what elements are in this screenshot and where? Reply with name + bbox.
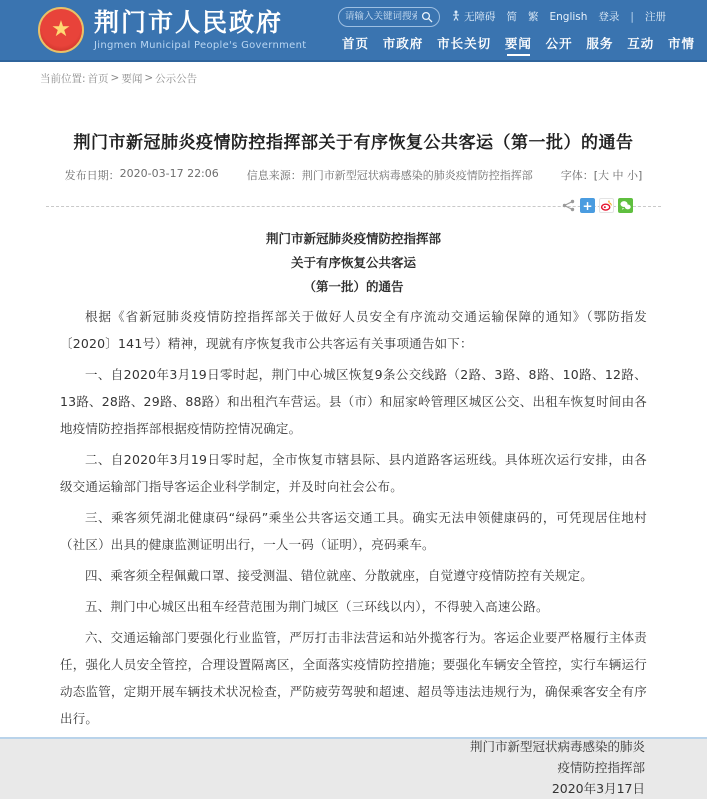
paragraph-item-4: 四、乘客须全程佩戴口罩、接受测温、错位就座、分散就座，自觉遵守疫情防控有关规定。	[85, 568, 594, 583]
paragraph-item-1: 一、自2020年3月19日零时起，荆门中心城区恢复9条公交线路（2路、3路、8路、10路、12路、13路、28路、29路、88路）和出租汽车营运。县（市）和屈家岭管理区城区公交、出租车恢复时间由各地疫情防控指挥部根据疫情防控情况确定。	[60, 367, 647, 436]
nav-item-open-info[interactable]: 公开	[545, 35, 573, 51]
info-source-label: 信息来源：	[246, 169, 302, 182]
weibo-share-icon[interactable]	[599, 198, 614, 213]
nav-item-interaction[interactable]: 互动	[627, 35, 655, 51]
search-icon[interactable]	[421, 11, 433, 23]
breadcrumb	[0, 62, 707, 86]
paragraph-item-5: 五、荆门中心城区出租车经营范围为荆门城区（三环线以内），不得驶入高速公路。	[85, 599, 549, 614]
register-link[interactable]: 注册	[644, 11, 666, 23]
document-heading-line: （第一批）的通告	[303, 279, 404, 294]
font-size-label: 字体：	[560, 169, 594, 182]
article-body	[60, 303, 647, 732]
document-heading-line: 荆门市新冠肺炎疫情防控指挥部	[265, 231, 441, 246]
share-icon[interactable]	[561, 198, 576, 213]
font-size-control[interactable]	[561, 167, 643, 183]
nav-item-news[interactable]: 要闻	[505, 34, 532, 56]
header-right	[338, 5, 699, 56]
nav-item-city-government[interactable]: 市政府	[382, 35, 424, 51]
login-link[interactable]: 登录	[598, 11, 620, 23]
nav-item-city-profile[interactable]: 市情	[667, 35, 695, 51]
signature-line: 2020年3月17日	[551, 781, 645, 796]
nav-item-home[interactable]: 首页	[342, 35, 370, 51]
footer-divider	[0, 737, 707, 739]
signature-line: 疫情防控指挥部	[557, 760, 645, 775]
document-heading	[60, 227, 647, 299]
lang-simplified[interactable]: 简	[506, 11, 517, 23]
main-nav	[338, 34, 699, 56]
breadcrumb-separator: >	[144, 72, 154, 84]
breadcrumb-item-announcements[interactable]: 公示公告	[155, 72, 198, 85]
wechat-share-icon[interactable]	[618, 198, 633, 213]
breadcrumb-item-home[interactable]: 首页	[87, 72, 109, 85]
site-name-english: Jingmen Municipal People's Government	[94, 39, 307, 51]
share-row	[60, 198, 647, 214]
site-header	[0, 0, 707, 62]
document-heading-line: 关于有序恢复公共客运	[290, 255, 416, 270]
paragraph-item-6: 六、交通运输部门要强化行业监管，严厉打击非法营运和站外揽客行为。客运企业要严格履行主体责任，强化人员安全管控，合理设置隔离区，全面落实疫情防控措施；要强化车辆安全管控，实行车辆运行动态监管，定期开展车辆技术状况检查，严防疲劳驾驶和超速、超员等违法违规行为，确保乘客安全有序出行。	[60, 630, 647, 726]
info-source-value: 荆门市新型冠状病毒感染的肺炎疫情防控指挥部	[301, 169, 533, 182]
nav-item-services[interactable]: 服务	[586, 35, 614, 51]
signature-line: 荆门市新型冠状病毒感染的肺炎	[469, 739, 645, 754]
paragraph-item-3: 三、乘客须凭湖北健康码“绿码”乘坐公共客运交通工具。确实无法申领健康码的，可凭现居住地村（社区）出具的健康监测证明出行，一人一码（证明），亮码乘车。	[60, 510, 647, 552]
info-source	[247, 167, 533, 183]
lang-english[interactable]: English	[549, 10, 588, 23]
lang-traditional[interactable]: 繁	[528, 11, 539, 23]
paragraph-intro: 根据《省新冠肺炎疫情防控指挥部关于做好人员安全有序流动交通运输保障的通知》（鄂防指发〔2020〕141号）精神，现就有序恢复我市公共客运有关事项通告如下：	[60, 309, 647, 351]
site-name: 荆门市人民政府	[94, 8, 284, 38]
font-size-options[interactable]: [大 中 小]	[593, 169, 643, 182]
signature-block	[60, 736, 647, 799]
breadcrumb-item-news[interactable]: 要闻	[121, 72, 143, 85]
paragraph-item-2: 二、自2020年3月19日零时起，全市恢复市辖县际、县内道路客运班线。具体班次运行安排，由各级交通运输部门指导客运企业科学制定，并及时向社会公布。	[60, 452, 647, 494]
accessibility-link[interactable]	[451, 9, 496, 24]
publish-date-value: 2020-03-17 22:06	[119, 167, 219, 180]
search-input[interactable]	[345, 11, 417, 22]
article-meta	[60, 167, 647, 183]
share-more-icon[interactable]: +	[580, 198, 595, 213]
share-icons	[561, 198, 633, 213]
accessibility-label: 无障碍	[464, 11, 496, 23]
publish-date	[65, 167, 219, 183]
site-title-block	[94, 9, 306, 51]
article	[0, 128, 707, 799]
page-title: 荆门市新冠肺炎疫情防控指挥部关于有序恢复公共客运（第一批）的通告	[73, 133, 634, 153]
accessibility-icon	[451, 10, 461, 24]
breadcrumb-separator: >	[110, 72, 120, 84]
national-emblem-logo: ★	[38, 7, 84, 53]
nav-item-mayor-concerns[interactable]: 市长关切	[437, 35, 492, 51]
breadcrumb-label: 当前位置:	[40, 72, 86, 85]
utility-row	[338, 7, 699, 27]
logo-area	[38, 7, 338, 53]
login-register-divider: |	[630, 10, 634, 23]
search-box[interactable]	[338, 7, 440, 27]
publish-date-label: 发布日期：	[64, 169, 120, 182]
